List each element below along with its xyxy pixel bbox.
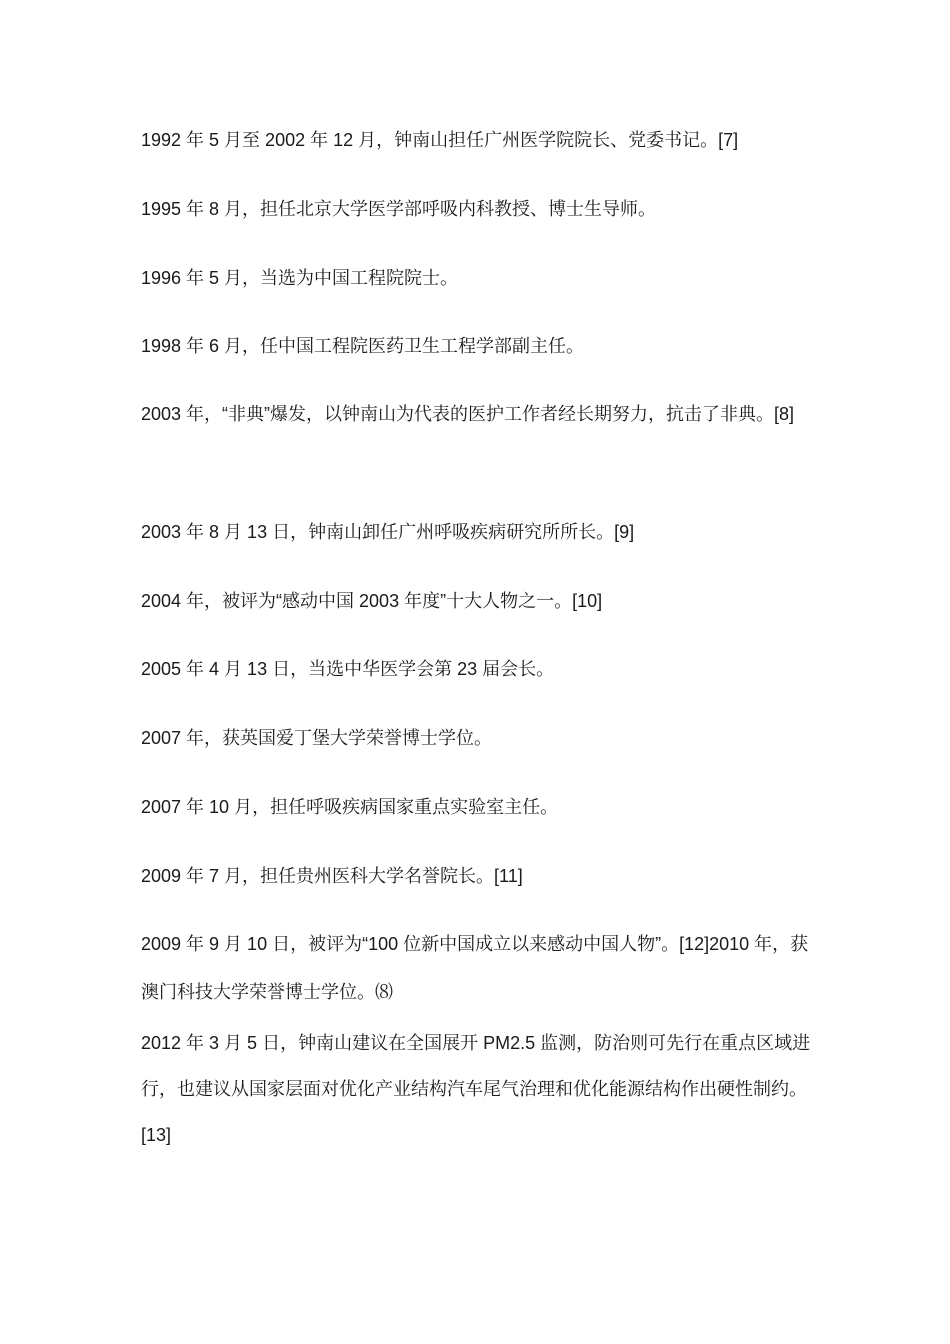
paragraph-1995: 1995 年 8 月，担任北京大学医学部呼吸内科教授、博士生导师。 [141, 199, 657, 219]
paragraph-2005: 2005 年 4 月 13 日，当选中华医学会第 23 届会长。 [141, 659, 555, 679]
paragraph-1992: 1992 年 5 月至 2002 年 12 月，钟南山担任广州医学院院长、党委书记。[7] [141, 130, 739, 150]
paragraph-1996: 1996 年 5 月，当选为中国工程院院士。 [141, 268, 459, 288]
paragraph-2003-sars: 2003 年，“非典”爆发，以钟南山为代表的医护工作者经长期努力，抗击了非典。[8] [141, 404, 795, 424]
paragraph-2004: 2004 年，被评为“感动中国 2003 年度”十大人物之一。[10] [141, 591, 603, 611]
paragraph-1998: 1998 年 6 月，任中国工程院医药卫生工程学部副主任。 [141, 336, 585, 356]
paragraph-2009-sep: 2009 年 9 月 10 日，被评为“100 位新中国成立以来感动中国人物”。[12]2010 年，获澳门科技大学荣誉博士学位。⑻ [141, 934, 809, 1002]
paragraph-2012: 2012 年 3 月 5 日，钟南山建议在全国展开 PM2.5 监测，防治则可先行在重点区域进行，也建议从国家层面对优化产业结构汽车尾气治理和优化能源结构作出硬性制约。[13] [141, 1033, 811, 1145]
paragraph-2007-oct: 2007 年 10 月，担任呼吸疾病国家重点实验室主任。 [141, 797, 559, 817]
paragraph-2003-aug: 2003 年 8 月 13 日，钟南山卸任广州呼吸疾病研究所所长。[9] [141, 522, 635, 542]
paragraph-2009-jul: 2009 年 7 月，担任贵州医科大学名誉院长。[11] [141, 866, 523, 886]
paragraph-2007: 2007 年，获英国爱丁堡大学荣誉博士学位。 [141, 728, 493, 748]
